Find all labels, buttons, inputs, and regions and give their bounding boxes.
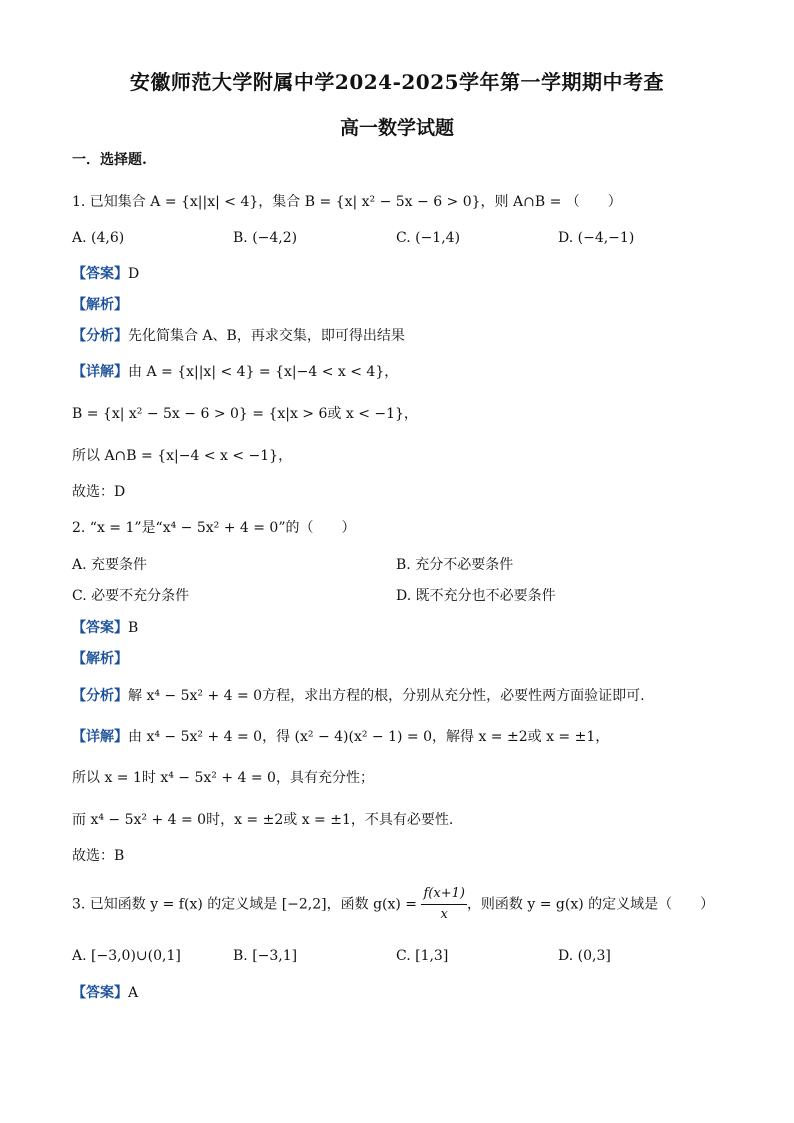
q1-conclusion: 故选：D [72, 484, 126, 500]
q1-option-a: A. (4,6) [72, 230, 125, 246]
q3-option-b: B. [−3,1] [233, 948, 298, 964]
answer-tag: 【答案】 [72, 985, 128, 1001]
analysis-tag: 【解析】 [72, 297, 128, 313]
q1-xiangjie-3: 所以 A∩B = {x|−4 < x < −1}， [72, 448, 293, 464]
q2-answer: B [128, 620, 139, 636]
xiangjie-tag: 【详解】 [72, 364, 128, 380]
q1-fenxi [72, 326, 405, 346]
q2-option-a: A. 充要条件 [72, 557, 148, 573]
fenxi-tag: 【分析】 [72, 688, 128, 704]
q2-xiangjie-1-text: 由 x⁴ − 5x² + 4 = 0，得 (x² − 4)(x² − 1) = 0，解得 x = ±2或 x = ±1， [128, 729, 610, 745]
document-title: 安徽师范大学附属中学2024-2025学年第一学期期中考查 [129, 70, 665, 94]
q1-option-c: C. (−1,4) [396, 230, 461, 246]
q2-fenxi [72, 686, 645, 706]
q3-answer-line [72, 983, 138, 1003]
q1-fenxi-text: 先化简集合 A、B，再求交集，即可得出结果 [128, 328, 405, 344]
q2-stem: 2. “x = 1”是“x⁴ − 5x² + 4 = 0”的（ ） [72, 520, 356, 536]
q2-answer-line [72, 618, 138, 638]
q1-answer-line [72, 264, 139, 284]
section-heading: 一．选择题. [72, 152, 147, 168]
q2-conclusion: 故选：B [72, 848, 125, 864]
q2-option-b: B. 充分不必要条件 [396, 557, 514, 573]
q2-option-c: C. 必要不充分条件 [72, 588, 190, 604]
q1-xiangjie-2: B = {x| x² − 5x − 6 > 0} = {x|x > 6或 x < −1}， [72, 406, 418, 422]
q3-stem [72, 884, 714, 925]
fenxi-tag: 【分析】 [72, 328, 128, 344]
q2-analysis-tag [72, 649, 128, 669]
analysis-tag: 【解析】 [72, 651, 128, 667]
q2-fenxi-text: 解 x⁴ − 5x² + 4 = 0方程，求出方程的根，分别从充分性，必要性两方面验证即可. [128, 688, 645, 704]
document-subtitle: 高一数学试题 [339, 117, 454, 139]
q3-option-d: D. (0,3] [558, 948, 611, 964]
q2-xiangjie-1 [72, 727, 609, 747]
xiangjie-tag: 【详解】 [72, 729, 128, 745]
q2-xiangjie-3: 而 x⁴ − 5x² + 4 = 0时，x = ±2或 x = ±1，不具有必要性. [72, 812, 454, 828]
q3-option-a: A. [−3,0)∪(0,1] [72, 948, 181, 964]
q1-analysis-tag [72, 295, 128, 315]
q1-stem: 1. 已知集合 A = {x||x| < 4}，集合 B = {x| x² − 5x − 6 > 0}，则 A∩B = （ ） [72, 194, 622, 210]
q2-option-d: D. 既不充分也不必要条件 [396, 588, 556, 604]
q3-stem-pre: 3. 已知函数 y = f(x) 的定义域是 [−2,2]，函数 g(x) = [72, 896, 422, 913]
q1-answer: D [128, 266, 140, 282]
q1-option-d: D. (−4,−1) [558, 230, 635, 246]
q1-option-b: B. (−4,2) [233, 230, 298, 246]
q3-option-c: C. [1,3] [396, 948, 449, 964]
q1-xiangjie-1-text: 由 A = {x||x| < 4} = {x|−4 < x < 4}， [128, 364, 399, 380]
q3-fraction [421, 884, 466, 925]
q3-answer: A [128, 985, 139, 1001]
answer-tag: 【答案】 [72, 266, 128, 282]
q3-frac-numerator: f(x+1) [421, 884, 466, 905]
q3-frac-denominator: x [440, 907, 448, 922]
answer-tag: 【答案】 [72, 620, 128, 636]
q2-xiangjie-2: 所以 x = 1时 x⁴ − 5x² + 4 = 0，具有充分性； [72, 770, 374, 786]
q1-xiangjie-1 [72, 362, 398, 382]
q3-stem-post: ，则函数 y = g(x) 的定义域是（ ） [466, 896, 715, 913]
